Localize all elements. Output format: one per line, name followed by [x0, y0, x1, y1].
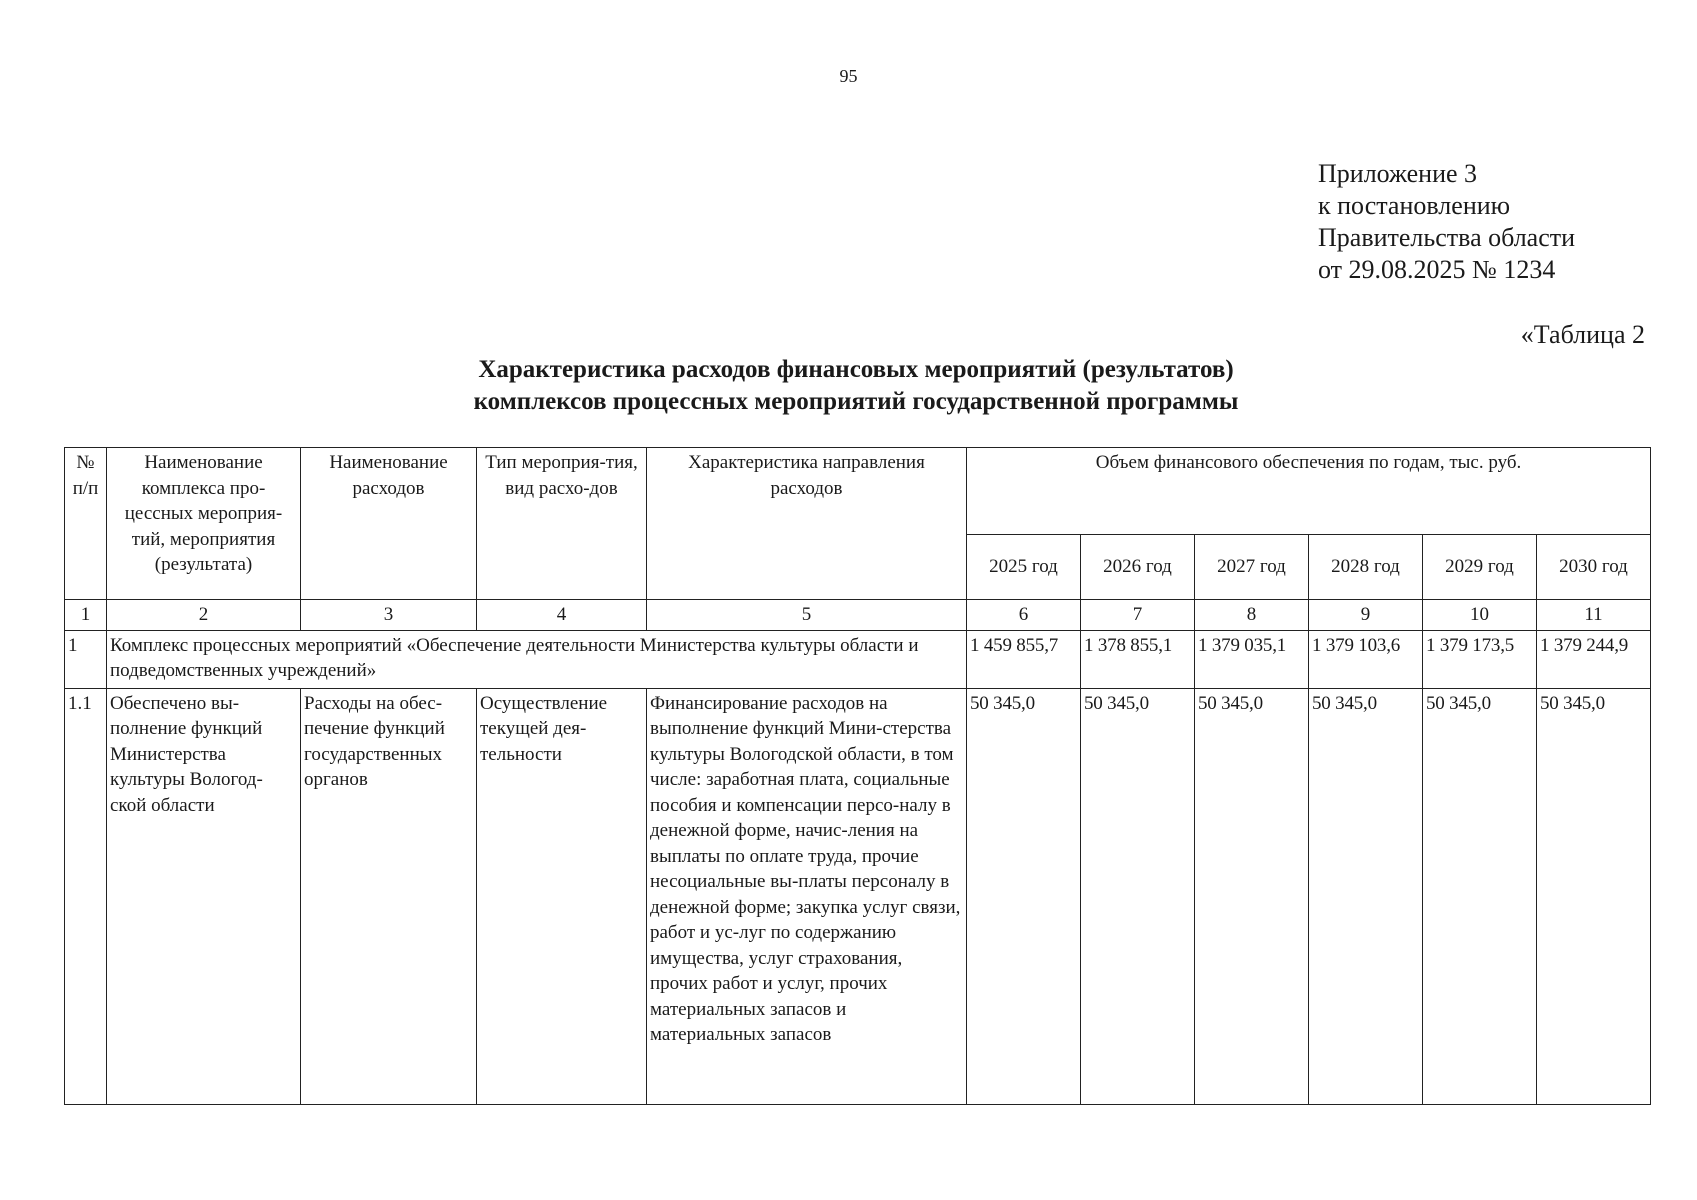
- value-cell: 50 345,0: [967, 688, 1081, 1104]
- activity-type: Осуществление текущей дея-тельности: [477, 688, 647, 1104]
- column-number: 5: [647, 600, 967, 631]
- value-cell: 50 345,0: [1309, 688, 1423, 1104]
- header-year: 2029 год: [1423, 535, 1537, 600]
- header-row-1: [65, 448, 1651, 535]
- value-cell: 1 379 035,1: [1195, 630, 1309, 688]
- header-year: 2027 год: [1195, 535, 1309, 600]
- expenses-table: [64, 447, 1651, 1105]
- value-cell: 1 378 855,1: [1081, 630, 1195, 688]
- header-type: Тип мероприя-тия, вид расхо-дов: [477, 448, 647, 600]
- result-name: Обеспечено вы-полнение функций Министерства культуры Вологод-ской области: [107, 688, 301, 1104]
- column-number: 8: [1195, 600, 1309, 631]
- header-name: Наименование комплекса про-цессных мероприя-тий, мероприятия (результата): [107, 448, 301, 600]
- value-cell: 1 379 173,5: [1423, 630, 1537, 688]
- expense-name: Расходы на обес-печение функций государственных органов: [301, 688, 477, 1104]
- header-expense: Наименование расходов: [301, 448, 477, 600]
- column-number: 6: [967, 600, 1081, 631]
- column-number: 10: [1423, 600, 1537, 631]
- column-number: 2: [107, 600, 301, 631]
- complex-title: Комплекс процессных мероприятий «Обеспечение деятельности Министерства культуры области и подведомственных учреждений»: [107, 630, 967, 688]
- value-cell: 50 345,0: [1423, 688, 1537, 1104]
- column-number: 3: [301, 600, 477, 631]
- column-number: 9: [1309, 600, 1423, 631]
- row-num: 1.1: [65, 688, 107, 1104]
- title-line-2: комплексов процессных мероприятий государственной программы: [473, 388, 1239, 415]
- value-cell: 50 345,0: [1195, 688, 1309, 1104]
- value-cell: 1 459 855,7: [967, 630, 1081, 688]
- column-number: 7: [1081, 600, 1195, 631]
- appendix-line-1: Приложение 3: [1318, 159, 1478, 188]
- column-number: 11: [1537, 600, 1651, 631]
- direction-description: Финансирование расходов на выполнение функций Мини-стерства культуры Вологодской области, в том числе: заработная плата, социальные пособия и компенсации персо-налу в денежной форме, начис-ления на выплаты по оплате труда, прочие несоциальные вы-платы персоналу в денежной форме; закупка услуг связи, работ и ус-луг по содержанию имущества, услуг страхования, прочих работ и услуг, прочих материальных запасов и материальных запасов: [647, 688, 967, 1104]
- appendix-line-3: Правительства области: [1318, 223, 1576, 252]
- value-cell: 1 379 103,6: [1309, 630, 1423, 688]
- appendix-line-4: от 29.08.2025 № 1234: [1318, 255, 1556, 284]
- value-cell: 50 345,0: [1537, 688, 1651, 1104]
- title-line-1: Характеристика расходов финансовых мероприятий (результатов): [478, 356, 1234, 383]
- row-num: 1: [65, 630, 107, 688]
- appendix-line-2: к постановлению: [1318, 191, 1511, 220]
- column-number: 4: [477, 600, 647, 631]
- page-number: 95: [839, 66, 858, 86]
- value-cell: 1 379 244,9: [1537, 630, 1651, 688]
- table-label: «Таблица 2: [1520, 320, 1645, 349]
- header-year: 2030 год: [1537, 535, 1651, 600]
- header-year: 2025 год: [967, 535, 1081, 600]
- document-title: [300, 354, 1412, 418]
- table-row: [65, 688, 1651, 1104]
- table-row: [65, 630, 1651, 688]
- header-volume: Объем финансового обеспечения по годам, тыс. руб.: [967, 448, 1651, 535]
- value-cell: 50 345,0: [1081, 688, 1195, 1104]
- column-number: 1: [65, 600, 107, 631]
- header-year: 2028 год: [1309, 535, 1423, 600]
- header-direction: Характеристика направления расходов: [647, 448, 967, 600]
- column-number-row: [65, 600, 1651, 631]
- header-num: № п/п: [65, 448, 107, 600]
- appendix-block: [1318, 158, 1575, 286]
- header-year: 2026 год: [1081, 535, 1195, 600]
